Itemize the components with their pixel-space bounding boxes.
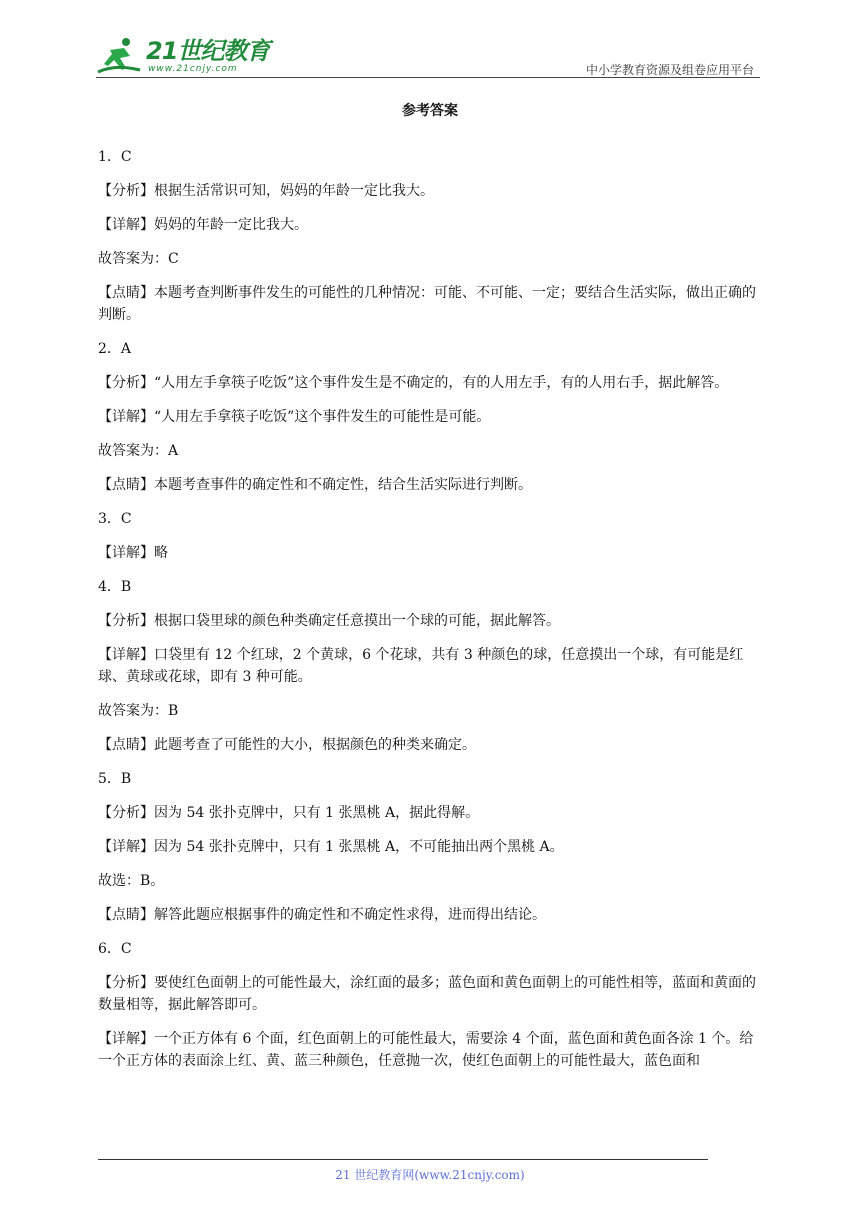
question-number: 2．A: [98, 341, 132, 357]
answer-paragraph: 【点睛】本题考查事件的确定性和不确定性，结合生活实际进行判断。: [98, 477, 532, 493]
question-number: 3．C: [98, 511, 132, 527]
question-number: 5．B: [98, 771, 132, 787]
answer-paragraph: 故答案为：A: [98, 443, 179, 459]
runner-logo-icon: [96, 36, 142, 76]
footer-link[interactable]: 21 世纪教育网(www.21cnjy.com): [335, 1168, 525, 1182]
logo-url: www.21cnjy.com: [148, 64, 238, 74]
answer-paragraph: 【详解】妈妈的年龄一定比我大。: [98, 217, 308, 233]
answer-paragraph: 【点睛】此题考查了可能性的大小，根据颜色的种类来确定。: [98, 737, 476, 753]
page-header: [96, 32, 760, 80]
answer-list: [98, 146, 766, 1084]
answer-paragraph: 故答案为：C: [98, 251, 179, 267]
question-number: 1．C: [98, 149, 132, 165]
answer-paragraph: 【点睛】解答此题应根据事件的确定性和不确定性求得，进而得出结论。: [98, 907, 546, 923]
site-logo[interactable]: [96, 36, 269, 76]
answer-paragraph: 【分析】根据口袋里球的颜色种类确定任意摸出一个球的可能，据此解答。: [98, 613, 560, 629]
question-number: 4．B: [98, 579, 132, 595]
answer-paragraph: 【点睛】本题考查判断事件发生的可能性的几种情况：可能、不可能、一定；要结合生活实际，做出正确的判断。: [98, 285, 756, 323]
answer-paragraph: 【详解】一个正方体有 6 个面，红色面朝上的可能性最大，需要涂 4 个面，蓝色面和黄色面各涂 1 个。给一个正方体的表面涂上红、黄、蓝三种颜色，任意抛一次，使红色面朝上的可能性最大，蓝色面和: [98, 1031, 754, 1069]
question-number: 6．C: [98, 941, 132, 957]
header-divider: [96, 77, 760, 78]
answer-paragraph: 故答案为：B: [98, 703, 179, 719]
answer-paragraph: 故选：B。: [98, 873, 165, 889]
footer-divider: [98, 1159, 708, 1160]
answer-paragraph: 【详解】“人用左手拿筷子吃饭”这个事件发生的可能性是可能。: [98, 409, 491, 425]
answer-paragraph: 【详解】略: [98, 545, 168, 561]
answer-paragraph: 【分析】根据生活常识可知，妈妈的年龄一定比我大。: [98, 183, 434, 199]
platform-name: 中小学教育资源及组卷应用平台: [585, 63, 754, 77]
answer-paragraph: 【分析】要使红色面朝上的可能性最大，涂红面的最多；蓝色面和黄色面朝上的可能性相等，蓝面和黄面的数量相等，据此解答即可。: [98, 975, 756, 1013]
page-title: 参考答案: [402, 103, 458, 119]
answer-paragraph: 【详解】因为 54 张扑克牌中，只有 1 张黑桃 A，不可能抽出两个黑桃 A。: [98, 839, 564, 855]
logo-title: 21世纪教育: [146, 37, 270, 65]
answer-paragraph: 【分析】因为 54 张扑克牌中，只有 1 张黑桃 A，据此得解。: [98, 805, 480, 821]
answer-paragraph: 【详解】口袋里有 12 个红球，2 个黄球，6 个花球，共有 3 种颜色的球，任意摸出一个球，有可能是红球、黄球或花球，即有 3 种可能。: [98, 647, 744, 685]
answer-paragraph: 【分析】“人用左手拿筷子吃饭”这个事件发生是不确定的，有的人用左手，有的人用右手，据此解答。: [98, 375, 729, 391]
